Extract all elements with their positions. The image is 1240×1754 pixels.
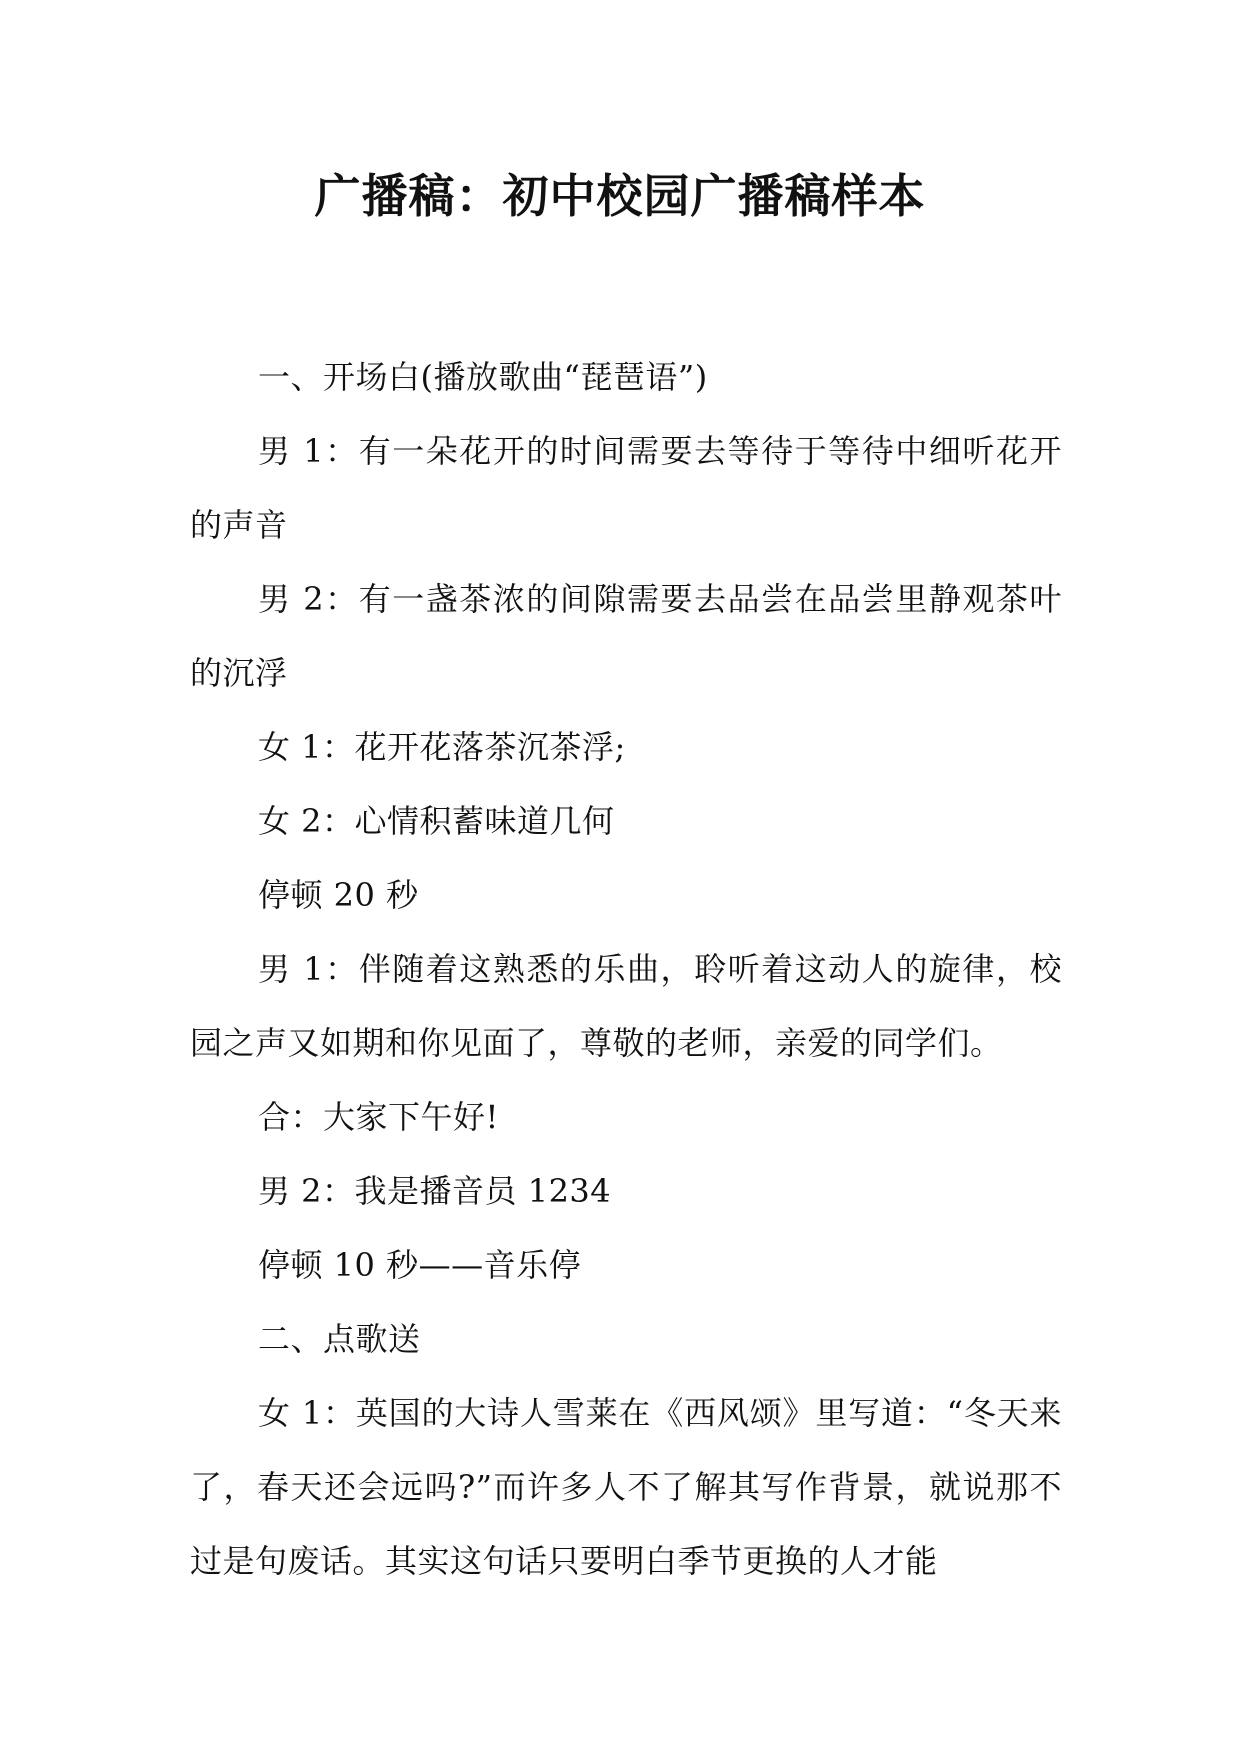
paragraph-female1-shelley: 女 1：英国的大诗人雪莱在《西风颂》里写道：“冬天来了，春天还会远吗?”而许多人不了解其写作背景，就说那不过是句废话。其实这句话只要明白季节更换的人才能 [190, 1394, 1062, 1580]
paragraph-section-opening: 一、开场白(播放歌曲“琵琶语”) [258, 358, 708, 396]
document-title: 广播稿：初中校园广播稿样本 [314, 169, 926, 223]
paragraph-male1-line: 男 1：有一朵花开的时间需要去等待于等待中细听花开的声音 [190, 432, 1062, 544]
paragraph-female1-line: 女 1：花开花落茶沉茶浮; [258, 728, 626, 766]
paragraph-pause-10s: 停顿 10 秒——音乐停 [258, 1246, 582, 1284]
paragraph-male1-greeting: 男 1：伴随着这熟悉的乐曲，聆听着这动人的旋律，校园之声又如期和你见面了，尊敬的老师，亲爱的同学们。 [190, 950, 1062, 1062]
paragraph-together-greeting: 合：大家下午好! [258, 1098, 499, 1136]
paragraph-male2-line: 男 2：有一盏茶浓的间隙需要去品尝在品尝里静观茶叶的沉浮 [190, 580, 1062, 692]
paragraph-pause-20s: 停顿 20 秒 [258, 876, 419, 914]
paragraph-female2-line: 女 2：心情积蓄味道几何 [258, 802, 615, 840]
paragraph-section-song-request: 二、点歌送 [258, 1320, 421, 1358]
paragraph-male2-intro: 男 2：我是播音员 1234 [258, 1172, 612, 1210]
document-body [190, 340, 1062, 1598]
